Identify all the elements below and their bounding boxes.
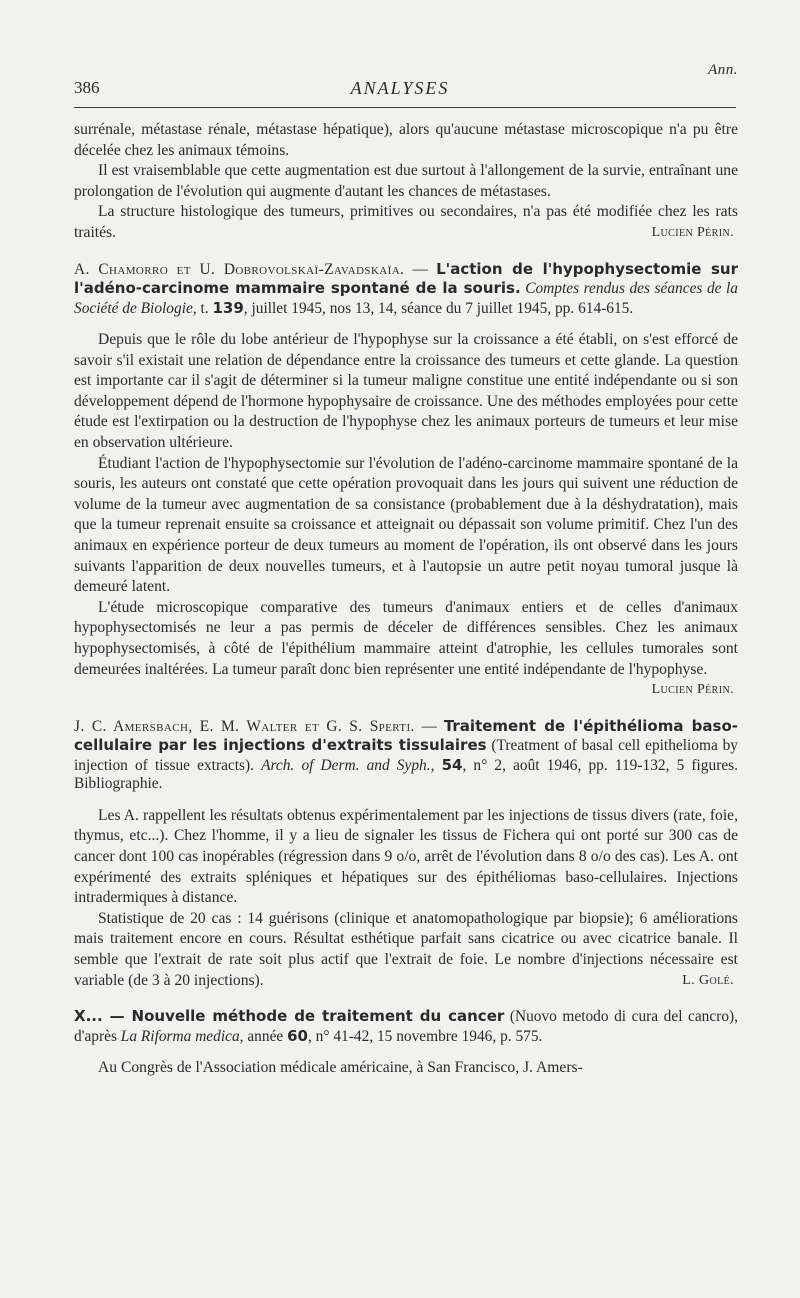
reference-dash: — <box>102 1007 132 1026</box>
reference-translation: (Nuovo metodo di cura del cancro), d'après <box>74 1008 739 1045</box>
reference-authors: J. C. Amersbach, E. M. Walter et G. S. Sperti. <box>74 717 415 735</box>
abstract-signature: Lucien Périn. <box>651 224 734 240</box>
abstract-hypophysectomie <box>74 260 738 701</box>
reference-heading <box>74 717 738 794</box>
paragraph: Il est vraisemblable que cette augmentation est due surtout à l'allongement de la survie, entraînant une prolongation de l'évolution qui augmente d'autant les chances de métastases. <box>74 162 738 200</box>
reference-volume: 54 <box>441 755 463 774</box>
header-rule <box>74 107 736 108</box>
abstract-epithelioma <box>74 717 738 991</box>
reference-volume: 60 <box>287 1026 308 1045</box>
reference-volume: 139 <box>212 298 244 317</box>
abstract-signature: L. Golé. <box>682 972 734 988</box>
running-title: ANALYSES <box>350 78 450 98</box>
paragraph-text: La structure histologique des tumeurs, primitives ou secondaires, n'a pas été modifiée chez les rats traités. <box>74 203 738 241</box>
reference-journal: Arch. of Derm. and Syph., <box>261 756 435 774</box>
paragraph: surrénale, métastase rénale, métastase hépatique), alors qu'aucune métastase microscopique n'a pu être décelée chez les animaux témoins. <box>74 121 738 159</box>
abstract-signature: Lucien Périn. <box>651 682 734 698</box>
abstract-continued <box>74 120 738 244</box>
reference-authors: A. Chamorro et U. Dobrovolskaï-Zavadskaïa. <box>74 260 405 278</box>
reference-title: Nouvelle méthode de traitement du cancer <box>131 1007 505 1026</box>
header-journal-abbrev: Ann. <box>708 62 738 78</box>
paragraph: L'étude microscopique comparative des tumeurs d'animaux entiers et de celles d'animaux hypophysectomisés ne leur a pas permis de déceler de différences sensibles. Chez les animaux hypophysectomisés, à côté de l'épithélium mammaire atteint d'atrophie, les cellules tumorales sont demeurées inaltérées. La tumeur paraît donc bien représenter une entité indépendante de l'hypophyse. <box>74 598 738 678</box>
reference-heading <box>74 1007 738 1046</box>
paragraph: Depuis que le rôle du lobe antérieur de l'hypophyse sur la croissance a été établi, on s'est efforcé de savoir s'il existait une relation de dépendance entre la croissance des tumeurs et cette glande. La question est importante car il s'agit de déterminer si la tumeur maligne constitue une entité indépendante ou si son développement dépend de l'hormone hypophysaire de croissance. Une des méthodes employées pour cette étude est l'extirpation ou la destruction de l'hypophyse chez les animaux porteurs de tumeurs et leur mise en observation ultérieure. <box>74 331 738 452</box>
reference-heading <box>74 260 738 319</box>
reference-details: , juillet 1945, nos 13, 14, séance du 7 juillet 1945, pp. 614-615. <box>243 299 634 317</box>
reference-details: , n° 2, août 1946, pp. 119-132, 5 figures. Bibliographie. <box>74 756 738 793</box>
reference-details: , n° 41-42, 15 novembre 1946, p. 575. <box>307 1027 543 1045</box>
paragraph: Les A. rappellent les résultats obtenus expérimentalement par les injections de tissus divers (rate, foie, thymus, etc...). Chez l'homme, il y a lieu de signaler les tissus de Fichera qui ont porté sur 300 cas de cancer dont 100 cas inopérables (régression dans 9 o/o, arrêt de l'évolution dans 8 o/o des cas). Les A. ont expérimenté des extraits spléniques et hépatiques sur des épithéliomas baso-cellulaires. Injections intradermiques à distance. <box>74 806 738 907</box>
reference-journal: La Riforma medica, <box>120 1027 244 1045</box>
paragraph: Étudiant l'action de l'hypophysectomie sur l'évolution de l'adéno-carcinome mammaire spontané de la souris, les auteurs ont constaté que cette opération provoquait dans les jours qui suivent une réduction de volume de la tumeur avec augmentation de sa consistance (probablement due à la déshydratation), mais que la tumeur reprenait ensuite sa croissance et atteignait ou dépassait son volume primitif. Chez l'un des animaux en expérience porteur de deux tumeurs au moment de l'opération, ils ont observé dans les jours suivants l'apparition de deux nouvelles tumeurs, et à l'autopsie un autre petit noyau tumoral jusque là demeuré latent. <box>74 454 738 596</box>
paragraph: Au Congrès de l'Association médicale américaine, à San Francisco, J. Amers- <box>98 1059 583 1077</box>
reference-title: L'action de l'hypophysectomie sur l'adéno-carcinome mammaire spontané de la souris. <box>74 259 738 298</box>
body-column <box>74 120 738 1079</box>
reference-authors: X... <box>74 1007 103 1026</box>
reference-title: Traitement de l'épithélioma baso-cellulaire par les injections d'extraits tissulaires <box>74 716 738 755</box>
reference-journal: Comptes rendus des séances de la Société de Biologie, <box>74 280 738 317</box>
paragraph-text: Statistique de 20 cas : 14 guérisons (clinique et anatomopathologique par biopsie); 6 améliorations mais traitement encore en cours. Résultat esthétique parfait sans cicatrice ou avec cicatrice banale. Il semble que l'extrait de rate soit plus actif que l'extrait de foie. Le nombre d'injections nécessaire est variable (de 3 à 20 injections). <box>74 909 738 989</box>
page-number: 386 <box>74 78 100 97</box>
abstract-nouvelle-methode <box>74 1007 738 1079</box>
reference-dash: — <box>404 260 437 278</box>
reference-vol-pre <box>434 757 441 774</box>
paragraph <box>74 909 738 991</box>
reference-translation: (Treatment of basal cell epithelioma by injection of tissue extracts). <box>74 737 738 774</box>
paragraph <box>74 202 738 243</box>
reference-dash: — <box>414 717 444 735</box>
reference-tome: t. <box>196 299 213 317</box>
reference-year: année <box>243 1027 288 1045</box>
